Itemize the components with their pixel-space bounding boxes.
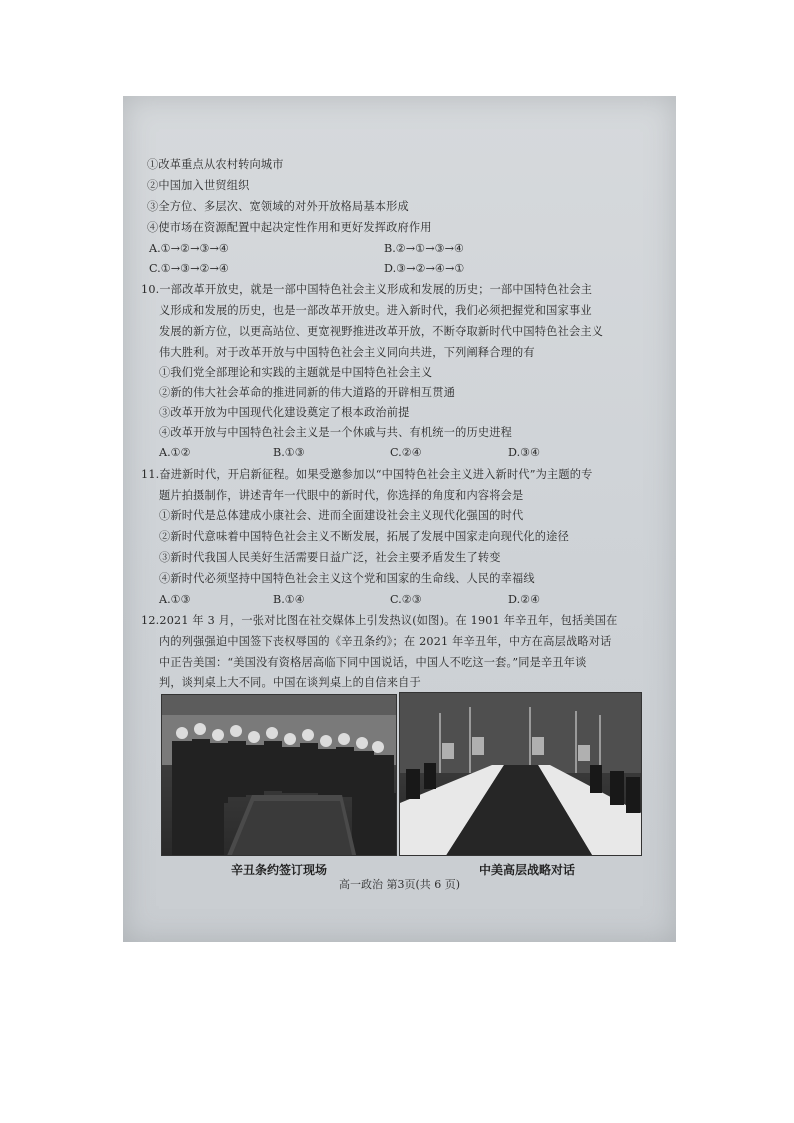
q10-item-3: ③改革开放为中国现代化建设奠定了根本政治前提 (159, 406, 410, 419)
q11-option-d: D.②④ (508, 593, 541, 606)
q9-option-c: C.①→③→②→④ (149, 262, 229, 275)
q10-item-1: ①我们党全部理论和实践的主题就是中国特色社会主义 (159, 366, 433, 379)
q12-stem-line-3: 中正告美国：“美国没有资格居高临下同中国说话，中国人不吃这一套。”同是辛丑年谈 (159, 656, 587, 669)
q11-option-b: B.①④ (273, 593, 305, 606)
q9-option-b: B.②→①→③→④ (384, 242, 465, 255)
strategic-dialogue-illustration (400, 693, 641, 856)
page-footer: 高一政治 第3页(共 6 页) (338, 878, 461, 891)
q11-item-4: ④新时代必须坚持中国特色社会主义这个党和国家的生命线、人民的幸福线 (159, 572, 535, 585)
q10-stem-line-3: 发展的新方位，以更高站位、更宽视野推进改革开放，不断夺取新时代中国特色社会主义 (159, 325, 604, 338)
q12-stem-line-1: 12.2021 年 3 月，一张对比图在社交媒体上引发热议(如图)。在 1901 年辛丑年，包括美国在 (141, 614, 618, 627)
q9-item-3: ③全方位、多层次、宽领域的对外开放格局基本形成 (147, 200, 409, 213)
q9-option-d: D.③→②→④→① (384, 262, 465, 275)
q10-option-c: C.②④ (390, 446, 422, 459)
q11-option-c: C.②③ (390, 593, 422, 606)
treaty-signing-photo (161, 694, 397, 856)
q9-option-a: A.①→②→③→④ (149, 242, 229, 255)
q10-option-d: D.③④ (508, 446, 541, 459)
q11-stem-line-1: 11.奋进新时代，开启新征程。如果受邀参加以“中国特色社会主义进入新时代”为主题的专 (141, 468, 593, 481)
q11-stem-line-2: 题片拍摄制作，讲述青年一代眼中的新时代，你选择的角度和内容将会是 (159, 489, 524, 502)
q9-item-1: ①改革重点从农村转向城市 (147, 158, 284, 171)
q9-item-2: ②中国加入世贸组织 (147, 179, 250, 192)
exam-page (123, 96, 676, 942)
q10-item-2: ②新的伟大社会革命的推进同新的伟大道路的开辟相互贯通 (159, 386, 456, 399)
caption-strategic-dialogue: 中美高层战略对话 (479, 863, 576, 877)
q9-item-4: ④使市场在资源配置中起决定性作用和更好发挥政府作用 (147, 221, 432, 234)
q10-stem-line-2: 义形成和发展的历史，也是一部改革开放史。进入新时代，我们必须把握党和国家事业 (159, 304, 592, 317)
q10-option-a: A.①② (159, 446, 191, 459)
q10-stem-line-4: 伟大胜利。对于改革开放与中国特色社会主义同向共进，下列阐释合理的有 (159, 346, 535, 359)
treaty-signing-illustration (162, 695, 396, 856)
q12-stem-line-2: 内的列强强迫中国签下丧权辱国的《辛丑条约》；在 2021 年辛丑年，中方在高层战略对话 (159, 635, 612, 648)
strategic-dialogue-photo (399, 692, 642, 856)
q10-option-b: B.①③ (273, 446, 305, 459)
q10-stem-line-1: 10.一部改革开放史，就是一部中国特色社会主义形成和发展的历史；一部中国特色社会主 (141, 283, 593, 296)
q11-item-3: ③新时代我国人民美好生活需要日益广泛，社会主要矛盾发生了转变 (159, 551, 501, 564)
q12-stem-line-4: 判，谈判桌上大不同。中国在谈判桌上的自信来自于 (159, 676, 421, 689)
q11-item-2: ②新时代意味着中国特色社会主义不断发展，拓展了发展中国家走向现代化的途径 (159, 530, 569, 543)
q10-item-4: ④改革开放与中国特色社会主义是一个休戚与共、有机统一的历史进程 (159, 426, 513, 439)
q11-item-1: ①新时代是总体建成小康社会、进而全面建设社会主义现代化强国的时代 (159, 509, 524, 522)
caption-treaty-signing: 辛丑条约签订现场 (231, 863, 328, 877)
q11-option-a: A.①③ (159, 593, 191, 606)
